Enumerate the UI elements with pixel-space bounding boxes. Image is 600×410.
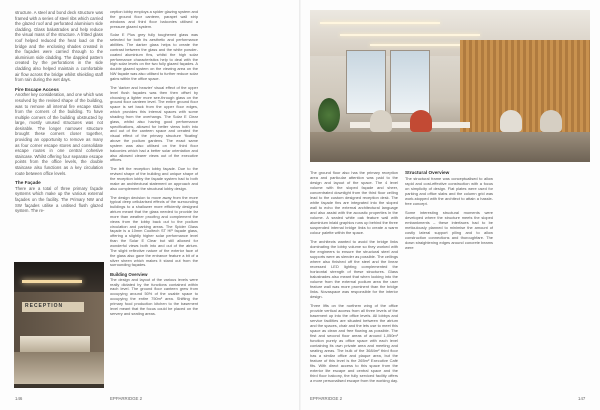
photo-chair xyxy=(370,110,392,132)
photo-ceiling-light xyxy=(340,34,480,36)
photo-timber-wall xyxy=(460,40,590,140)
right-column-2 xyxy=(405,170,493,250)
photo-plant xyxy=(318,98,340,132)
photo-floor xyxy=(14,352,104,384)
body-paragraph: The design and layout of the various levels were really dictated by the functions contained within each level. The ground floor canteen grew from occupying around 50% of the usable space to occupying the entire 750m² area. Shifting the primary food production kitchen to the basement level meant that the focus could be placed on the servery and seating areas. xyxy=(110,276,198,316)
photo-floor xyxy=(310,132,590,162)
body-paragraph: The architects wanted to avoid the bridge links dominating the lobby volume so they worked with the engineers to ensure the structural steel and supports were as slender as possible. The ceilings where also finished off the steel and the linear recessed LED lighting complemented the horizontal strength of these structures. Glass balustrades also meant that when looking into the volume from the external podium area the user feature wall was more prominent than the bridge links. Novaspace was responsible for the interior design. xyxy=(310,239,398,299)
body-paragraph: The 'darker and heavier' visual effect of the upper level flush façades was then then offset by choosing a lighter more see-through glass on the ground floor canteen level. The entire ground floor space is set back from the upper floor edges, which provides this internal spaces with some shading from the overhangs. The Solar E Clear glass, whilst also having good performance specifications, allowed for better views both into and out of the canteen space and created the visual effect of the primary structure 'floating' above the podium gardens. The exact same system was also utilised on the third floor balconies which had a better solar orientation and also allowed clearer views out of the executive offices. xyxy=(110,84,198,163)
left-running-title: EPPARRIDGE 2 xyxy=(110,396,143,401)
photo-ceiling xyxy=(14,262,104,292)
body-paragraph: Another key consideration, and one which was resolved by the revised shape of the building, was to remove all internal fire escape stairs from the corners of the building. To have multiple corners of the building obstructed by large, mostly unused structures was not desirable. The longer narrower structure brought these corners closer together, providing an opportunity to remove as many as four corner escape stores and consolidate escape routes in one central cohesive staircase. Whilst offering four separate escape points from the office levels, the double staircase also functions as a key circulation route between office levels. xyxy=(15,92,103,176)
photo-ceiling-light xyxy=(320,22,440,24)
photo-chair xyxy=(540,110,562,132)
left-column-1 xyxy=(15,10,103,214)
photo-window xyxy=(390,50,430,114)
office-interior-photo xyxy=(310,10,590,162)
body-paragraph: The design decision to move away from the more typical deep cellularised effects of the surrounding buildings to a shallower more efficiently designed atrium meant that the glass needed to provide far more than weather proofing and complement the views from the lobby back out to the podium circulation and parking areas. The Spider Glass façade is a 10mm Cooltech ST HP façade glass, offering a slightly higher solar performance level than the Solar E Clear but still allowed for wonderful views both into and out of the atrium. The slight reflective nature of the exterior face of the glass also gave the entrance feature a bit of a silver sheen which makes it stand out from the surrounding façades. xyxy=(110,194,198,268)
body-paragraph: The structural frame was conceptualised to allow rapid and cost-effective construction with a focus on simplicity of design. Flat plates were used for parking and office slabs and the column grid was work-stopped with the architect to attain a hassle-free concept. xyxy=(405,175,493,206)
right-running-title: EPPARRIDGE 2 xyxy=(310,396,343,401)
body-paragraph: ception lobby employs a spider glazing system and the ground floor canteen, parapet wall strip windows and third floor balconies utilised a pressure glazed system. xyxy=(110,9,198,29)
body-paragraph: Some interesting structural moments were developed where the structure meets the sloped embankments – these interfaces had to be meticulously planned to minimise the amount of costly lateral support piling and to allow construction connections and thoroughfare. The down straightening edges around concrete beams were xyxy=(405,209,493,250)
heading-building-overview: Building Overview xyxy=(110,272,148,278)
body-paragraph: structure. A steel and bond deck structure was framed with a series of steel ribs which carried the glazed roof and perforated aluminium side cladding. Glass balustrades and help reduce the visual mass of the structure. A fritted glass roof helped reduced the heat load on the bridge and the enclosing shades created in the façades were carried through to the aluminium side cladding. The dappled pattern created by the perforations in the side cladding also helped maintain a comfortable air flow across the bridge whilst shielding staff from rain during the wet days. xyxy=(15,10,103,83)
photo-ceiling-light xyxy=(22,280,82,283)
body-paragraph: There are a total of three primary façade systems which make up the various external façades on the facility. The Primary NW and SW façades utilise a unitised flush glazed system. The re- xyxy=(15,185,103,214)
body-paragraph: Solar E Plus grey fully toughened glass was selected for both its aesthetic and performance abilities. The darker glass helps to create the contrast between the glass and the white powder-coated aluminium fins, whilst the high solar performance characteristics help to deal with the high solar levels on the two fully glazed façades. A double glazed system on the viewing area on the NW façade was also utilised to further reduce solar gains within the office space. xyxy=(110,32,198,81)
photo-chair xyxy=(500,110,522,132)
body-paragraph: The ground floor also has the primary reception area and particular attention was paid to the design and layout of the space. The 4 level volume with the sloped façade and sheer, concentrated downlight from the third floor ceiling lead to the custom designed reception desk. The white façade fins are integrated into the sloped wall to echo the external architectural language and also assist with the acoustic properties in the volume. A sealed white oak feature wall with aluminium inlaid graphics runs up behind the three suspended internal bridge links to create a warm colour palette within the space. xyxy=(310,170,398,235)
right-column-1 xyxy=(310,170,398,383)
heading-facade: The Façade xyxy=(15,180,41,186)
page-gutter xyxy=(299,0,301,410)
photo-chair xyxy=(410,110,432,132)
photo-window xyxy=(346,50,386,114)
photo-reception-desk xyxy=(20,336,90,352)
heading-structural-overview: Structural Overview xyxy=(405,170,450,175)
heading-fire-escape: Fire Escape Access xyxy=(15,86,59,92)
body-paragraph: The left the reception lobby façade. Due to the revised shape of the building and unique shape of the reception lobby the façade system had to both make an architectural statement on approach and also complement the structural lobby design. xyxy=(110,166,198,191)
reception-photo xyxy=(14,262,104,388)
left-page-number: 146 xyxy=(15,396,23,401)
right-page-number: 147 xyxy=(578,396,586,401)
photo-sign-text: RECEPTION xyxy=(25,303,64,309)
left-column-2 xyxy=(110,10,198,317)
body-paragraph: Three lifts on the northern wing of the office provide vertical access from all three levels of the basement up into the office levels. All lobbys and service facilities are situated between the atrium and the spaces, chair and the lets use to meet this space as clean and free flowing as possible. The first and second floor areas of around 1,050m² function purely as office space with each level containing its own private area and meeting and seating areas. The bulk of the 3684m² third floor has a similar office and plaque area, but the feature of this level is the 265m² Executive Café fits. With direct access to this space from the exterior lite escape and central space and the third floor balcony, the fully serviced facility offers a more personalised escape from the working day. xyxy=(310,303,398,383)
